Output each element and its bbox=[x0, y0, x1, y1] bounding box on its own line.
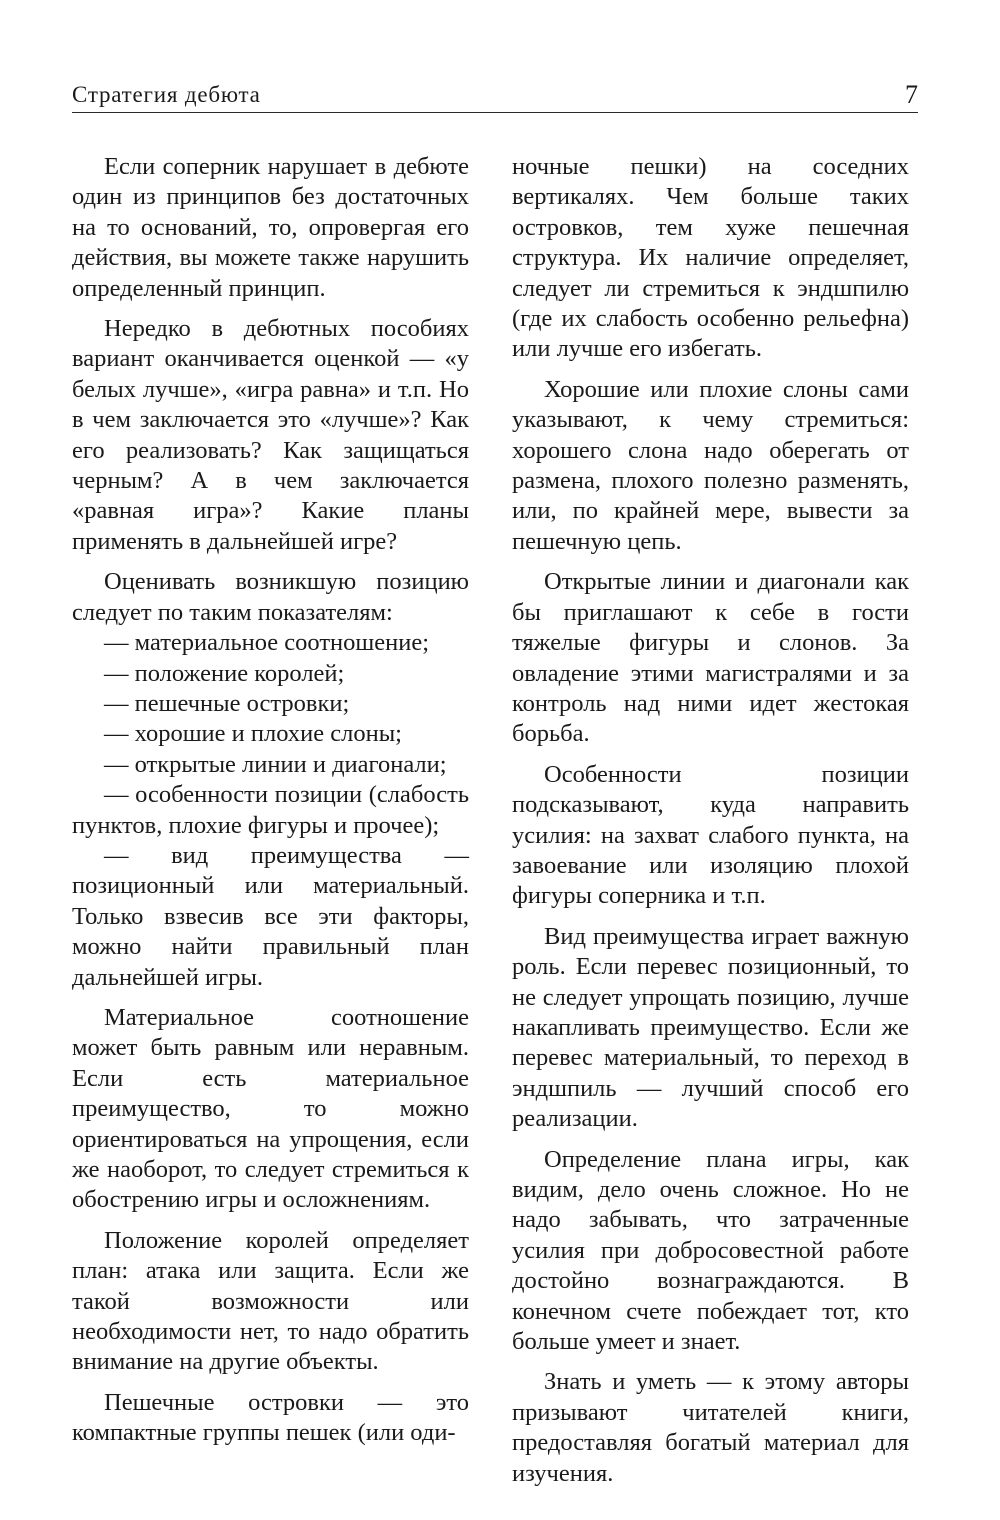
paragraph-continued: ночные пешки) на соседних вертикалях. Чем больше таких островков, тем хуже пешечная структура. Их наличие определяет, следует ли стремиться к эндшпилю (где их слабость особенно рельефна) или лучше его избегать. bbox=[512, 153, 909, 363]
list-item: — материальное соотношение; bbox=[104, 629, 430, 657]
list-item: — положение королей; bbox=[104, 659, 345, 687]
left-column bbox=[72, 152, 469, 1459]
right-column bbox=[512, 152, 909, 1499]
page-number: 7 bbox=[905, 80, 918, 109]
running-head bbox=[72, 80, 918, 114]
paragraph: Открытые линии и диагонали как бы приглашают к себе в гости тяжелые фигуры и слонов. За овладение этими магистралями и за контроль над ними идет жестокая борьба. bbox=[512, 568, 909, 748]
list-item: — открытые линии и диагонали; bbox=[104, 750, 447, 778]
list-item: — особенности позиции (слабость пунктов, плохие фигуры и прочее); bbox=[72, 781, 469, 839]
paragraph: Определение плана игры, как видим, дело очень сложное. Но не надо забывать, что затраченные усилия при добросовестной работе достойно вознаграждаются. В конечном счете побеждает тот, кто больше умеет и знает. bbox=[512, 1145, 909, 1356]
list-item: — вид преимущества — позиционный или материальный. Только взвесив все эти факторы, можно найти правильный план дальнейшей игры. bbox=[72, 841, 469, 991]
paragraph: Хорошие или плохие слоны сами указывают, к чему стремиться: хорошего слона надо оберегать от размена, плохого полезно разменять, или, по крайней мере, вывести за пешечную цепь. bbox=[512, 375, 909, 555]
paragraph: Особенности позиции подсказывают, куда направить усилия: на захват слабого пункта, на завоевание или изоляцию плохой фигуры соперника и т.п. bbox=[512, 760, 909, 910]
header-rule bbox=[72, 112, 918, 113]
list-item: — пешечные островки; bbox=[104, 689, 350, 717]
paragraph: Материальное соотношение может быть равным или неравным. Если есть материальное преимущество, то можно ориентироваться на упрощения, если же наоборот, то следует стремиться к обострению игры и осложнениям. bbox=[72, 1003, 469, 1214]
paragraph: Положение королей определяет план: атака или защита. Если же такой возможности или необходимости нет, то надо обратить внимание на другие объекты. bbox=[72, 1226, 469, 1376]
list-item: — хорошие и плохие слоны; bbox=[104, 720, 402, 748]
paragraph: Оценивать возникшую позицию следует по таким показателям: bbox=[72, 568, 469, 626]
paragraph: Знать и уметь — к этому авторы призывают читателей книги, предоставляя богатый материал для изучения. bbox=[512, 1368, 909, 1487]
paragraph: Нередко в дебютных пособиях вариант оканчивается оценкой — «у белых лучше», «игра равна» и т.п. Но в чем заключается это «лучше»? Как его реализовать? Как защищаться черным? А в чем заключается «равная игра»? Какие планы применять в дальнейшей игре? bbox=[72, 315, 469, 555]
paragraph: Если соперник нарушает в дебюте один из принципов без достаточных на то оснований, то, опровергая его действия, вы можете также нарушить определенный принцип. bbox=[72, 153, 469, 302]
paragraph: Вид преимущества играет важную роль. Если перевес позиционный, то не следует упрощать позицию, лучше накапливать преимущество. Если же перевес материальный, то переход в эндшпиль — лучший способ его реализации. bbox=[512, 922, 909, 1133]
paragraph: Пешечные островки — это компактные группы пешек (или оди- bbox=[72, 1388, 469, 1447]
running-title: Стратегия дебюта bbox=[72, 82, 261, 107]
